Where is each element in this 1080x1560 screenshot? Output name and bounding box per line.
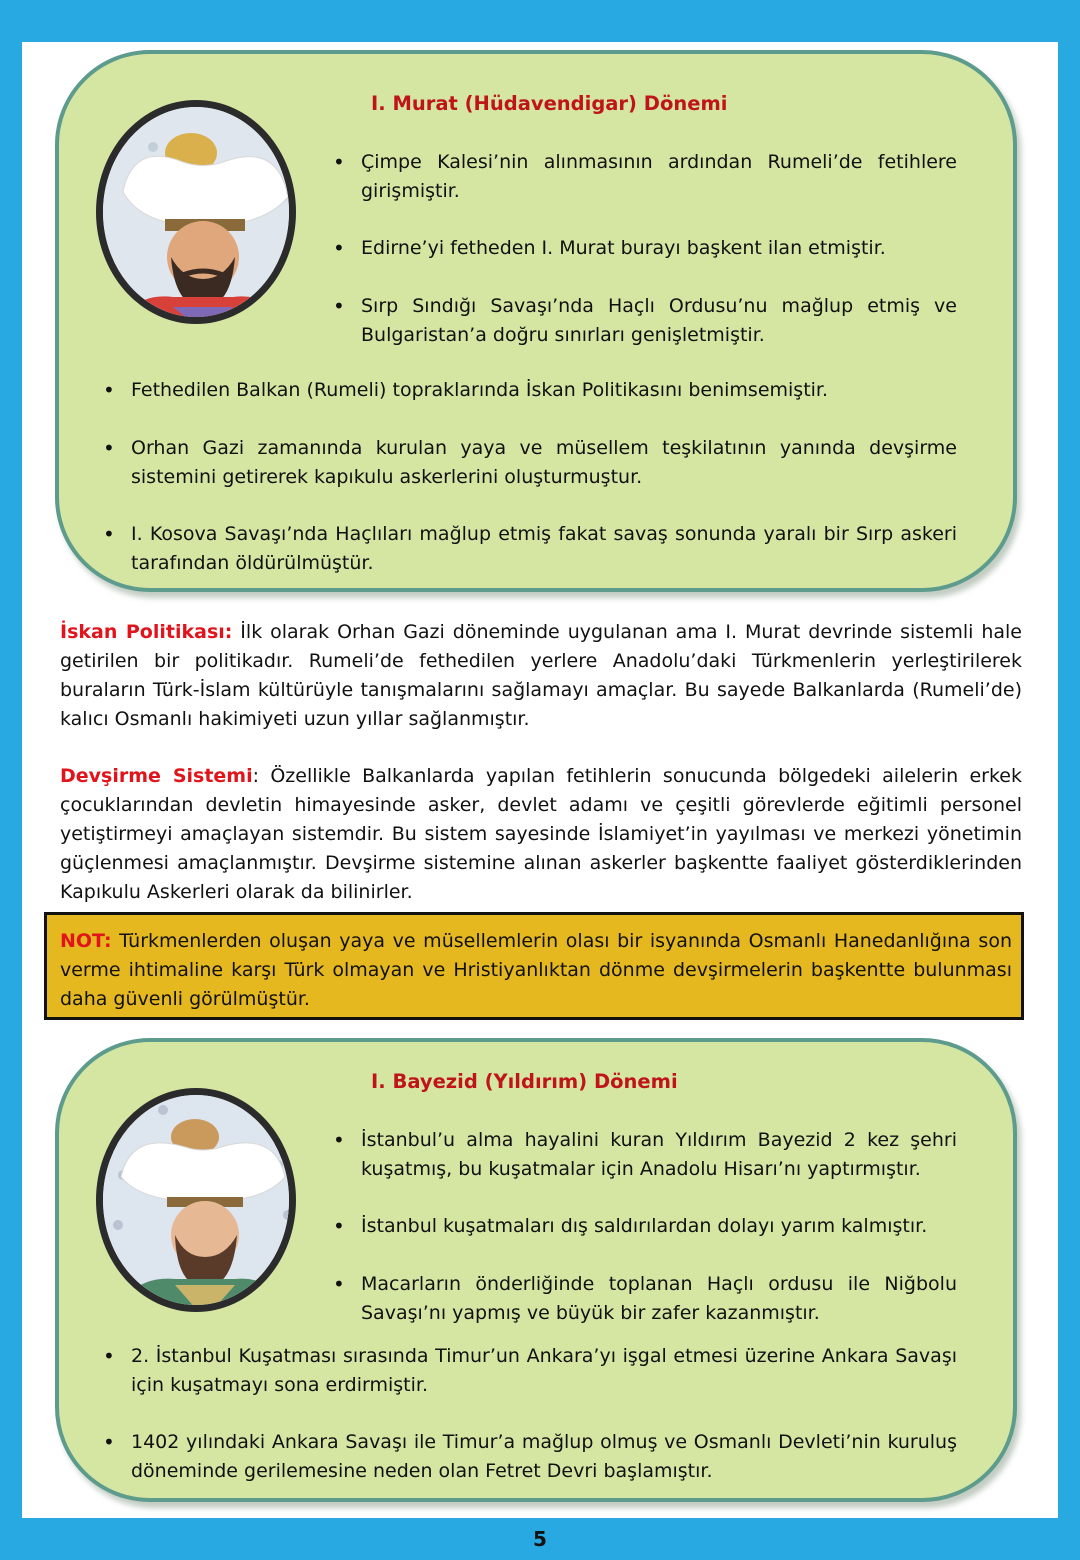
bayezid-title: I. Bayezid (Yıldırım) Dönemi	[371, 1070, 678, 1093]
devsirme-term: Devşirme Sistemi	[60, 765, 253, 787]
murat-card	[55, 50, 1017, 592]
iskan-text: İlk olarak Orhan Gazi döneminde uygulanan ama I. Murat devrinde sistemli hale getirilen bir politikadır. Rumeli’de fethedilen yerlere Anadolu’daki Türkmenlerin yerleştirilerek buraların Türk-İslam kültürüyle tanışmalarını sağlamayı amaçlar. Bu sayede Balkanlarda (Rumeli’de) kalıcı Osmanlı hakimiyeti uzun yıllar sağlanmıştır.	[60, 621, 1022, 730]
murat-portrait	[96, 100, 296, 324]
iskan-paragraph	[60, 618, 1022, 734]
note-body: Türkmenlerden oluşan yaya ve müsellemlerin olası bir isyanında Osmanlı Hanedanlığına son verme ihtimaline karşı Türk olmayan ve Hristiyanlıktan dönme devşirmelerin başkentte bulunması daha güvenli görülmüştür.	[60, 930, 1012, 1010]
page-number: 5	[533, 1527, 547, 1551]
note-label: NOT:	[60, 930, 112, 952]
murat-bullet: • Sırp Sındığı Savaşı’nda Haçlı Ordusu’nu mağlup etmiş ve Bulgaristan’a doğru sınırları genişletmiştir.	[361, 292, 957, 350]
murat-bullet: • I. Kosova Savaşı’nda Haçlıları mağlup etmiş fakat savaş sonunda yaralı bir Sırp askeri tarafından öldürülmüştür.	[131, 520, 957, 578]
murat-bullet: • Çimpe Kalesi’nin alınmasının ardından Rumeli’de fetihlere girişmiştir.	[361, 148, 957, 206]
bayezid-bullet: • Macarların önderliğinde toplanan Haçlı ordusu ile Niğbolu Savaşı’nı yapmış ve büyük bir zafer kazanmıştır.	[361, 1270, 957, 1328]
devsirme-text: : Özellikle Balkanlarda yapılan fetihlerin sonucunda bölgedeki ailelerin erkek çocuklarından devletin himayesinde asker, devlet adamı ve çeşitli görevlerde eğitimli personel yetiştirmeyi amaçlayan sistemdir. Bu sistem sayesinde İslamiyet’in yayılması ve merkezi yönetimin güçlenmesi amaçlanmıştır. Devşirme sistemine alınan askerler başkentte faaliyet gösterdiklerinden Kapıkulu Askerleri olarak da bilinirler.	[60, 765, 1022, 903]
bayezid-bullet: • İstanbul’u alma hayalini kuran Yıldırım Bayezid 2 kez şehri kuşatmış, bu kuşatmalar için Anadolu Hisarı’nı yaptırmıştır.	[361, 1126, 957, 1184]
murat-title: I. Murat (Hüdavendigar) Dönemi	[371, 92, 728, 115]
page	[22, 42, 1058, 1518]
bayezid-bullet: • İstanbul kuşatmaları dış saldırılardan dolayı yarım kalmıştır.	[361, 1212, 957, 1241]
bayezid-bullet: • 2. İstanbul Kuşatması sırasında Timur’un Ankara’yı işgal etmesi üzerine Ankara Savaşı için kuşatmayı sona erdirmiştir.	[131, 1342, 957, 1400]
bayezid-portrait	[96, 1088, 296, 1312]
murat-bullet: • Edirne’yi fetheden I. Murat burayı başkent ilan etmiştir.	[361, 234, 957, 263]
devsirme-paragraph	[60, 762, 1022, 907]
note-text	[60, 927, 1012, 1014]
murat-bullet: • Fethedilen Balkan (Rumeli) topraklarında İskan Politikasını benimsemiştir.	[131, 376, 957, 405]
sultan-portrait-icon	[103, 107, 296, 324]
note-box	[44, 912, 1024, 1020]
iskan-term: İskan Politikası:	[60, 621, 233, 643]
bayezid-bullet: • 1402 yılındaki Ankara Savaşı ile Timur’a mağlup olmuş ve Osmanlı Devleti’nin kuruluş döneminde gerilemesine neden olan Fetret Devri başlamıştır.	[131, 1428, 957, 1486]
murat-bullet: • Orhan Gazi zamanında kurulan yaya ve müsellem teşkilatının yanında devşirme sistemini getirerek kapıkulu askerlerini oluşturmuştur.	[131, 434, 957, 492]
sultan-portrait-icon	[103, 1095, 296, 1312]
bayezid-card	[55, 1038, 1017, 1502]
